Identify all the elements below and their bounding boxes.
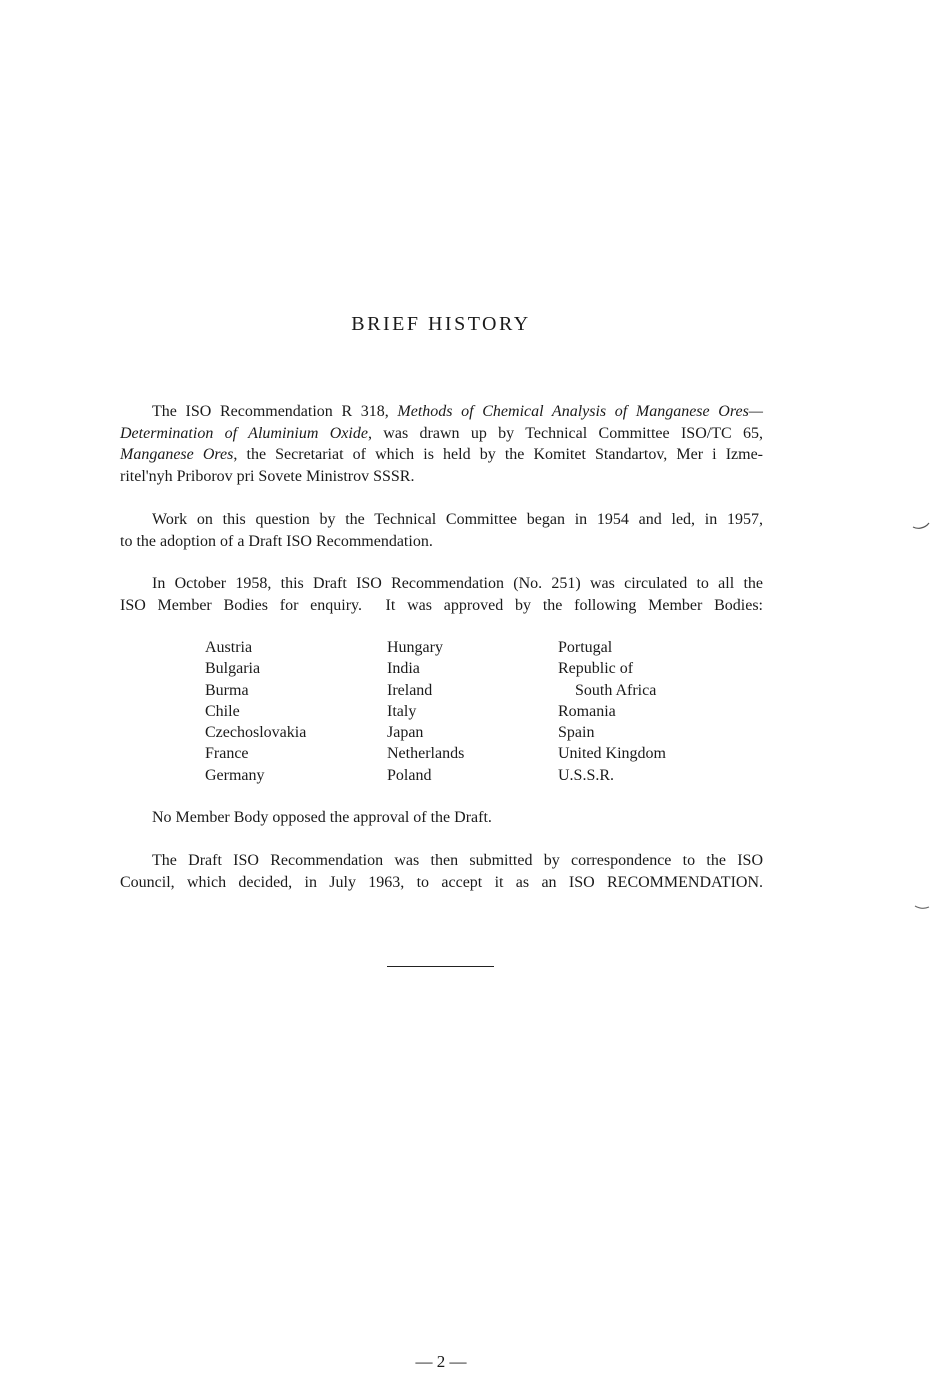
paragraph1-line1-text: The ISO Recommendation R 318, (152, 403, 389, 420)
margin-mark (914, 903, 930, 911)
list-item: Portugal (558, 639, 613, 656)
paragraph1-line3-text: , the Secretariat of which is held by the Komitet Standartov, Mer i Izme- (233, 446, 764, 463)
paragraph5-line1-text: The Draft ISO Recommendation was then submitted by correspondence to the ISO (152, 852, 763, 869)
list-item: Poland (387, 766, 432, 784)
recommendation-title-italic: Methods of Chemical Analysis of Manganese Ores— (397, 403, 764, 420)
page-title: BRIEF HISTORY (351, 313, 531, 335)
list-item: India (387, 660, 420, 678)
list-item: France (205, 745, 249, 763)
list-item: Hungary (387, 639, 443, 656)
paragraph1-line4-text: ritel'nyh Priborov pri Sovete Ministrov SSSR. (120, 467, 415, 485)
list-item: Japan (387, 724, 424, 742)
page-number: — 2 — (415, 1352, 467, 1371)
paragraph-committee-work (120, 509, 763, 552)
list-item: Bulgaria (205, 660, 261, 678)
paragraph3-line2-text: ISO Member Bodies for enquiry. It was approved by the following Member Bodies: (120, 596, 763, 614)
list-item: Romania (558, 702, 616, 720)
paragraph3-line1-text: In October 1958, this Draft ISO Recommendation (No. 251) was circulated to all the (152, 575, 763, 592)
list-item: South Africa (575, 681, 657, 699)
list-item: Spain (558, 724, 595, 742)
list-item: Austria (205, 639, 253, 656)
paragraph-no-opposition (120, 807, 763, 829)
committee-name-italic: Manganese Ores (120, 446, 234, 463)
list-item: Netherlands (387, 745, 465, 763)
margin-mark (912, 521, 930, 531)
list-item: Czechoslovakia (205, 724, 307, 742)
list-item: Germany (205, 766, 265, 784)
paragraph-council-decision (120, 850, 763, 893)
member-bodies-column-2 (387, 637, 464, 786)
paragraph2-line1-text: Work on this question by the Technical Committee began in 1954 and led, in 1957, (152, 511, 763, 528)
list-item: Republic of (558, 660, 634, 678)
list-item: Italy (387, 702, 417, 720)
paragraph4-text: No Member Body opposed the approval of the Draft. (152, 809, 492, 826)
list-item: Chile (205, 702, 240, 720)
paragraph2-line2-text: to the adoption of a Draft ISO Recommendation. (120, 532, 433, 550)
list-item: Burma (205, 681, 249, 699)
recommendation-subtitle-italic: Determination of Aluminium Oxide (120, 424, 368, 442)
paragraph-circulation (120, 573, 763, 616)
section-divider (387, 966, 494, 967)
paragraph5-line2-text: Council, which decided, in July 1963, to accept it as an ISO RECOMMENDATION. (120, 873, 763, 891)
list-item: United Kingdom (558, 745, 666, 763)
member-bodies-column-3 (558, 637, 666, 786)
paragraph-history-intro (120, 401, 763, 487)
member-bodies-column-1 (205, 637, 306, 786)
paragraph1-line2-text: , was drawn up by Technical Committee ISO/TC 65, (367, 424, 763, 442)
list-item: U.S.S.R. (558, 766, 615, 784)
list-item: Ireland (387, 681, 433, 699)
